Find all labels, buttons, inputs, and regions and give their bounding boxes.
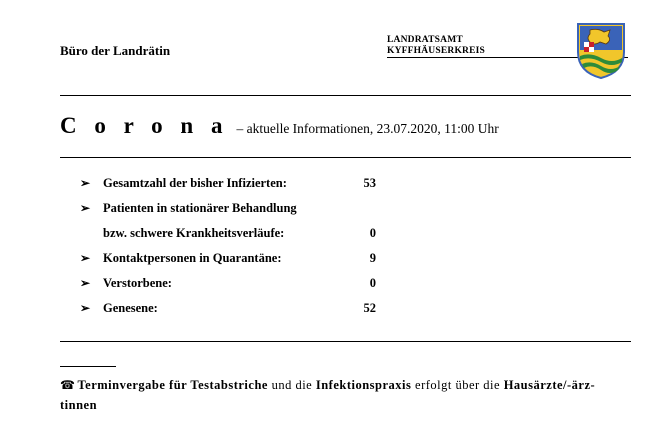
stat-value: 52 bbox=[363, 301, 376, 315]
stat-label: Patienten in stationärer Behandlung bbox=[103, 201, 297, 215]
authority-line2: KYFFHÄUSERKREIS bbox=[387, 46, 486, 56]
footer-bold-2: Infektionspraxis bbox=[315, 378, 412, 392]
stat-label: Verstorbene: bbox=[103, 276, 172, 290]
footer-bold-1: Terminvergabe für Testabstriche bbox=[77, 378, 268, 392]
stat-label: bzw. schwere Krankheitsverläufe: bbox=[103, 226, 285, 240]
footnote-rule bbox=[60, 366, 116, 367]
arrow-bullet-icon: ➢ bbox=[80, 276, 91, 290]
footer-text-2: erfolgt über die bbox=[411, 378, 504, 392]
title-rule bbox=[60, 157, 631, 158]
title-subtitle: – aktuelle Informationen, 23.07.2020, 11:00 Uhr bbox=[236, 121, 499, 136]
header-rule bbox=[60, 95, 631, 96]
stat-value: 0 bbox=[369, 276, 376, 290]
arrow-bullet-icon: ➢ bbox=[80, 176, 91, 190]
footer-bold-3: Hausärzte/-ärz- bbox=[503, 378, 596, 392]
arrow-bullet-icon: ➢ bbox=[80, 201, 91, 215]
stat-label: Kontaktpersonen in Quarantäne: bbox=[103, 251, 282, 265]
coat-of-arms-icon bbox=[576, 22, 626, 80]
office-title: Büro der Landrätin bbox=[60, 43, 171, 58]
footer-text-1: und die bbox=[267, 378, 316, 392]
arrow-bullet-icon: ➢ bbox=[80, 301, 91, 315]
title-main: C o r o n a bbox=[60, 113, 229, 138]
arrow-bullet-icon: ➢ bbox=[80, 251, 91, 265]
footer-bold-4: tinnen bbox=[60, 398, 98, 412]
authority-name bbox=[387, 35, 485, 58]
stat-label: Genesene: bbox=[103, 301, 158, 315]
telephone-icon: ☎ bbox=[60, 378, 76, 392]
stat-value: 53 bbox=[363, 176, 376, 190]
title-row bbox=[60, 113, 499, 139]
footer-note bbox=[60, 375, 635, 415]
authority-line1: LANDRATSAMT bbox=[387, 35, 463, 45]
stat-value: 9 bbox=[369, 251, 376, 265]
stat-value: 0 bbox=[369, 226, 376, 240]
stat-label: Gesamtzahl der bisher Infizierten: bbox=[103, 176, 287, 190]
stats-rule bbox=[60, 341, 631, 342]
